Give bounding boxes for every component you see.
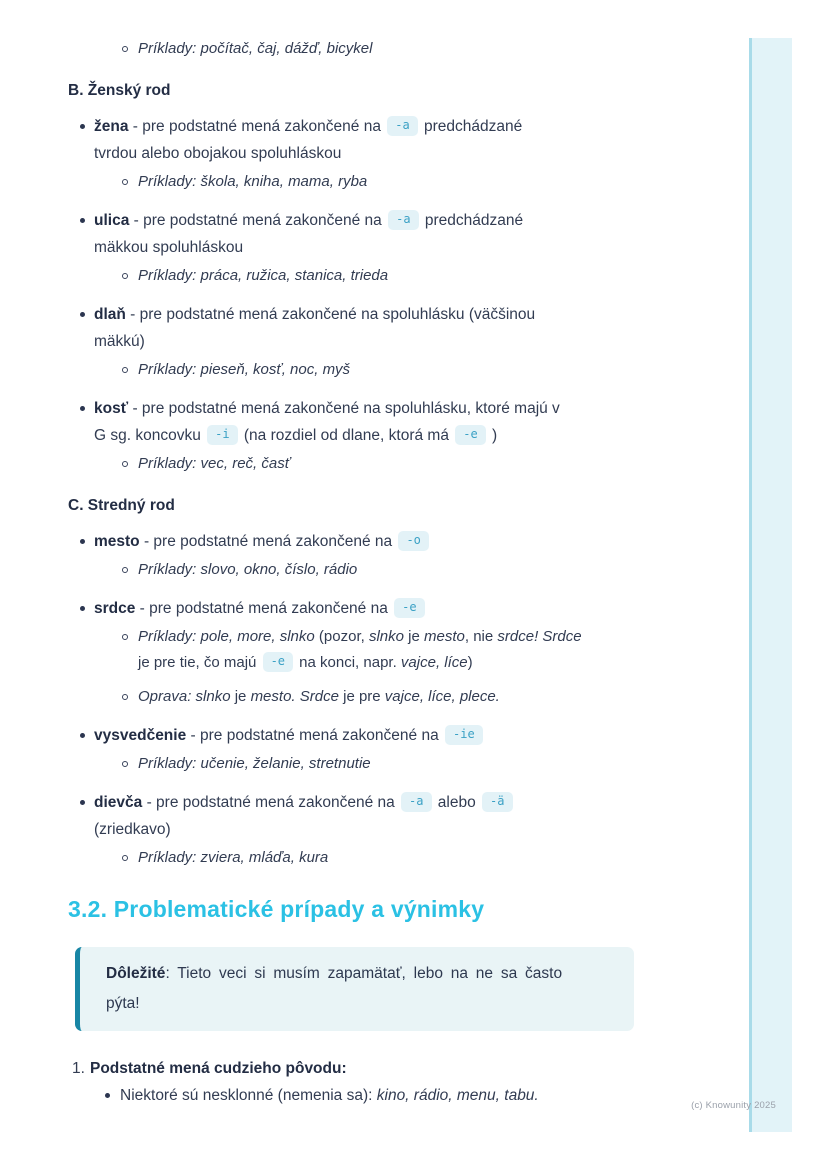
grammar-item-text	[94, 789, 515, 843]
grammar-item-text	[94, 207, 523, 261]
text-run: predchádzané	[419, 118, 523, 135]
text-run: - pre podstatné mená zakončené na spoluhlásku (väčšinou	[125, 306, 536, 323]
text-run: G sg. koncovku	[94, 427, 206, 444]
text-run: - pre podstatné mená zakončené na	[186, 727, 443, 744]
text-run: - pre podstatné mená zakončené na spoluhlásku, ktoré majú v	[128, 400, 560, 417]
disc-bullet-icon	[80, 733, 85, 738]
example-list-item	[122, 845, 828, 871]
correction-list-item	[122, 684, 828, 710]
text-run: , nie	[464, 628, 498, 645]
text-run: je	[403, 628, 424, 645]
text-run: kosť	[94, 400, 129, 417]
example-text	[138, 624, 582, 676]
suffix-badge: -a	[387, 116, 417, 136]
circle-bullet-icon	[122, 567, 128, 573]
suffix-badge: -e	[263, 652, 293, 672]
text-run: Oprava: slnko	[138, 688, 235, 705]
grammar-item-dievca	[80, 789, 828, 843]
text-run: Podstatné mená cudzieho pôvodu:	[90, 1060, 347, 1077]
grammar-item-vysvedcenie	[80, 722, 828, 749]
text-run: mesto. Srdce	[250, 688, 339, 705]
text-run: Príklady: vec, reč, časť	[138, 455, 291, 472]
text-run: - pre podstatné mená zakončené na	[128, 118, 386, 135]
disc-bullet-icon	[80, 312, 85, 317]
text-run: srdce	[94, 600, 136, 617]
suffix-badge: -e	[455, 425, 485, 445]
suffix-badge: -e	[394, 598, 424, 618]
text-run: Príklady: zviera, mláďa, kura	[138, 849, 329, 866]
text-run: mesto	[94, 533, 140, 550]
text-run: dievča	[94, 794, 143, 811]
text-run: )	[487, 427, 498, 444]
circle-bullet-icon	[122, 761, 128, 767]
example-text	[138, 169, 367, 195]
text-run: slnko	[368, 628, 404, 645]
text-run: Dôležité	[106, 965, 166, 982]
grammar-item-text	[94, 301, 535, 355]
grammar-item-text	[94, 395, 560, 449]
disc-bullet-icon	[80, 539, 85, 544]
example-text	[138, 845, 328, 871]
disc-bullet-icon	[80, 218, 85, 223]
suffix-badge: -i	[207, 425, 237, 445]
example-text	[138, 357, 350, 383]
text-run: Príklady: práca, ružica, stanica, trieda	[138, 267, 389, 284]
text-run: vajce, líce, plece.	[384, 688, 500, 705]
suffix-badge: -a	[401, 792, 431, 812]
grammar-item-text	[94, 595, 427, 622]
text-run: : Tieto veci si musím zapamätať, lebo na ne sa často	[165, 965, 563, 982]
text-run: mäkkú)	[94, 333, 145, 350]
text-run: Niektoré sú nesklonné (nemenia sa):	[120, 1087, 377, 1104]
grammar-item-srdce	[80, 595, 828, 622]
example-text	[138, 451, 290, 477]
text-run: tvrdou alebo obojakou spoluhláskou	[94, 145, 342, 162]
disc-bullet-icon	[80, 406, 85, 411]
circle-bullet-icon	[122, 694, 128, 700]
circle-bullet-icon	[122, 461, 128, 467]
circle-bullet-icon	[122, 273, 128, 279]
numbered-sub-text	[120, 1082, 539, 1109]
circle-bullet-icon	[122, 634, 128, 640]
grammar-item-text	[94, 722, 485, 749]
text-run: predchádzané	[420, 212, 524, 229]
text-run: (zriedkavo)	[94, 821, 171, 838]
section-heading-neuter: C. Stredný rod	[68, 497, 175, 514]
text-run: - pre podstatné mená zakončené na	[142, 794, 400, 811]
example-list-item	[122, 169, 828, 195]
grammar-item-ulica	[80, 207, 828, 261]
example-list-item	[122, 451, 828, 477]
text-run: - pre podstatné mená zakončené na	[135, 600, 393, 617]
text-run: - pre podstatné mená zakončené na	[129, 212, 387, 229]
grammar-item-text	[94, 113, 522, 167]
example-text	[138, 263, 388, 289]
disc-bullet-icon	[80, 800, 85, 805]
disc-bullet-icon	[105, 1093, 110, 1098]
text-run: je pre	[338, 688, 385, 705]
circle-bullet-icon	[122, 367, 128, 373]
text-run: Príklady: pieseň, kosť, noc, myš	[138, 361, 351, 378]
example-text	[138, 557, 357, 583]
example-text	[138, 751, 371, 777]
text-run: )	[467, 654, 473, 671]
example-list-item	[122, 557, 828, 583]
example-list-item	[122, 624, 828, 676]
example-text	[138, 36, 372, 62]
important-callout	[75, 947, 634, 1031]
text-run: vysvedčenie	[94, 727, 187, 744]
text-run: vajce, líce	[400, 654, 468, 671]
circle-bullet-icon	[122, 46, 128, 52]
text-run: alebo	[433, 794, 481, 811]
text-run: - pre podstatné mená zakončené na	[139, 533, 397, 550]
grammar-item-dlan	[80, 301, 828, 355]
text-run: na konci, napr.	[295, 654, 401, 671]
suffix-badge: -o	[398, 531, 428, 551]
numbered-item-title	[90, 1055, 347, 1082]
text-run: kino, rádio, menu, tabu.	[376, 1087, 539, 1104]
text-run: dlaň	[94, 306, 126, 323]
section-heading-feminine: B. Ženský rod	[68, 82, 171, 99]
text-run: Príklady: škola, kniha, mama, ryba	[138, 173, 368, 190]
example-list-item	[122, 357, 828, 383]
example-list-item	[122, 263, 828, 289]
text-run: je pre tie, čo majú	[138, 654, 261, 671]
grammar-item-text	[94, 528, 431, 555]
text-run: Príklady: učenie, želanie, stretnutie	[138, 755, 371, 772]
text-run: Príklady: slovo, okno, číslo, rádio	[138, 561, 358, 578]
disc-bullet-icon	[80, 606, 85, 611]
chapter-heading-3-2: 3.2. Problematické prípady a výnimky	[68, 896, 485, 922]
grammar-item-mesto	[80, 528, 828, 555]
suffix-badge: -ä	[482, 792, 512, 812]
numbered-item-marker: 1.	[72, 1060, 85, 1077]
circle-bullet-icon	[122, 855, 128, 861]
example-list-item	[122, 36, 828, 62]
correction-text	[138, 684, 500, 710]
example-list-item	[122, 751, 828, 777]
text-run: srdce! Srdce	[497, 628, 582, 645]
suffix-badge: -a	[388, 210, 418, 230]
text-run: (pozor,	[318, 628, 369, 645]
text-run: žena	[94, 118, 129, 135]
numbered-item-foreign-nouns	[72, 1055, 828, 1082]
grammar-item-kost	[80, 395, 828, 449]
text-run: pýta!	[106, 995, 140, 1012]
text-run: Príklady: pole, more, slnko	[138, 628, 319, 645]
copyright-note: (c) Knowunity 2025	[691, 1100, 776, 1111]
disc-bullet-icon	[80, 124, 85, 129]
suffix-badge: -ie	[445, 725, 483, 745]
text-run: (na rozdiel od dlane, ktorá má	[239, 427, 454, 444]
text-run: mesto	[424, 628, 465, 645]
text-run: mäkkou spoluhláskou	[94, 239, 244, 256]
grammar-item-zena	[80, 113, 828, 167]
text-run: Príklady: počítač, čaj, dážď, bicykel	[138, 40, 373, 57]
text-run: je	[234, 688, 251, 705]
text-run: ulica	[94, 212, 130, 229]
circle-bullet-icon	[122, 179, 128, 185]
